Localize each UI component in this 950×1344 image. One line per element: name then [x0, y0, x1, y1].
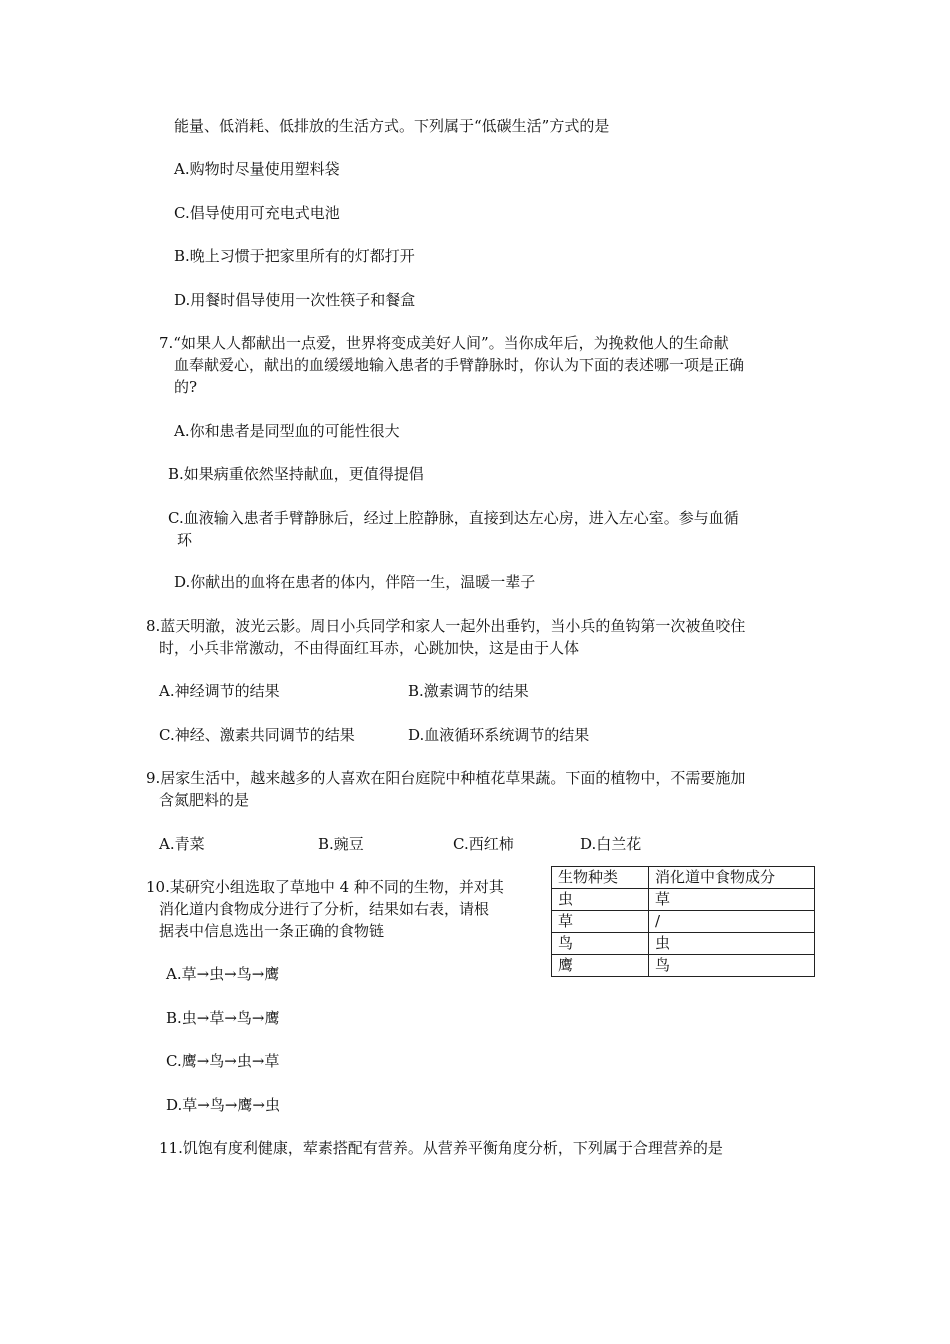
q10-stem-line1: 10.某研究小组选取了草地中 4 种不同的生物，并对其 — [146, 878, 504, 896]
q7-stem-line1: 7.“如果人人都献出一点爱，世界将变成美好人间”。当你成年后，为挽救他人的生命献 — [159, 334, 729, 352]
q10-option-d: D.草→鸟→鹰→虫 — [166, 1096, 280, 1114]
q10-option-a: A.草→虫→鸟→鹰 — [166, 965, 280, 983]
q10-option-b: B.虫→草→鸟→鹰 — [166, 1009, 280, 1027]
q7-option-a: A.你和患者是同型血的可能性很大 — [174, 422, 400, 440]
q10-option-c: C.鹰→鸟→虫→草 — [166, 1052, 280, 1070]
table-cell: 虫 — [649, 933, 815, 955]
table-cell: 鸟 — [552, 933, 649, 955]
q6-option-b: B.晚上习惯于把家里所有的灯都打开 — [174, 247, 415, 265]
q9-option-b: B.豌豆 — [318, 835, 364, 853]
q8-stem-line2: 时，小兵非常激动，不由得面红耳赤，心跳加快，这是由于人体 — [159, 639, 580, 657]
q6-option-a: A.购物时尽量使用塑料袋 — [174, 160, 340, 178]
q7-option-c-line2: 环 — [177, 531, 193, 549]
table-row — [552, 889, 815, 911]
q9-option-c: C.西红柿 — [453, 835, 514, 853]
table-cell: 虫 — [552, 889, 649, 911]
table-cell: 鹰 — [552, 955, 649, 977]
q7-stem-line3: 的? — [174, 378, 198, 396]
q6-option-c: C.倡导使用可充电式电池 — [174, 204, 340, 222]
table-row — [552, 911, 815, 933]
q8-option-d: D.血液循环系统调节的结果 — [408, 726, 590, 744]
q8-option-b: B.激素调节的结果 — [408, 682, 529, 700]
q11-stem: 11.饥饱有度利健康，荤素搭配有营养。从营养平衡角度分析，下列属于合理营养的是 — [159, 1139, 723, 1157]
q9-option-d: D.白兰花 — [580, 835, 642, 853]
q9-option-a: A.青菜 — [159, 835, 205, 853]
table-cell: / — [649, 911, 815, 933]
q9-stem-line2: 含氮肥料的是 — [159, 791, 250, 809]
table-row — [552, 933, 815, 955]
table-cell: 鸟 — [649, 955, 815, 977]
table-header-row — [552, 867, 815, 889]
food-composition-table — [551, 866, 815, 977]
table-header-cell: 消化道中食物成分 — [649, 867, 815, 889]
q7-option-c-line1: C.血液输入患者手臂静脉后，经过上腔静脉，直接到达左心房，进入左心室。参与血循 — [168, 509, 739, 527]
q10-stem-line3: 据表中信息选出一条正确的食物链 — [159, 922, 385, 940]
table-header-cell: 生物种类 — [552, 867, 649, 889]
q6-option-d: D.用餐时倡导使用一次性筷子和餐盒 — [174, 291, 416, 309]
q7-option-b: B.如果病重依然坚持献血，更值得提倡 — [168, 465, 424, 483]
q8-option-c: C.神经、激素共同调节的结果 — [159, 726, 355, 744]
q6-stem: 能量、低消耗、低排放的生活方式。下列属于“低碳生活”方式的是 — [174, 117, 610, 135]
q8-stem-line1: 8.蓝天明澈，波光云影。周日小兵同学和家人一起外出垂钓，当小兵的鱼钩第一次被鱼咬住 — [146, 617, 746, 635]
table-row — [552, 955, 815, 977]
table-cell: 草 — [552, 911, 649, 933]
q9-stem-line1: 9.居家生活中，越来越多的人喜欢在阳台庭院中种植花草果蔬。下面的植物中，不需要施加 — [146, 769, 746, 787]
q7-option-d: D.你献出的血将在患者的体内，伴陪一生，温暖一辈子 — [174, 573, 536, 591]
table-cell: 草 — [649, 889, 815, 911]
q8-option-a: A.神经调节的结果 — [159, 682, 280, 700]
q7-stem-line2: 血奉献爱心，献出的血缓缓地输入患者的手臂静脉时，你认为下面的表述哪一项是正确 — [174, 356, 745, 374]
q10-stem-line2: 消化道内食物成分进行了分析，结果如右表，请根 — [159, 900, 490, 918]
